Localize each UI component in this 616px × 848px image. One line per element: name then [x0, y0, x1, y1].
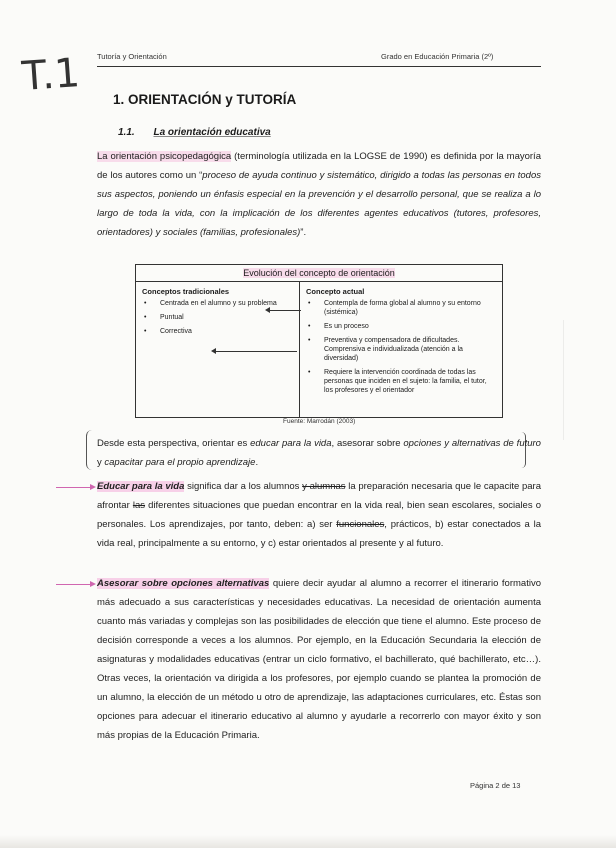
paragraph-definition: [97, 147, 541, 242]
struck-text: las: [132, 500, 146, 511]
list-item: • Requiere la intervención coordinada de todas las personas que inciden en el sujeto: la familia, el tutor, los profesores y el orientador: [300, 368, 502, 395]
table-column-current: [299, 282, 502, 417]
pen-arrow-icon: [56, 487, 94, 488]
text-run: significa dar a los alumnos: [184, 481, 303, 492]
text-run: diferentes situaciones que puedan encontrar en la vida real, bien sean escolares, sociales o personales. Los aprendizajes, por tanto, deben: a) ser: [97, 500, 542, 530]
list-item: • Preventiva y compensadora de dificultades. Comprensiva e individualizada (atención a la diversidad): [300, 336, 502, 363]
paragraph-educar: [97, 477, 541, 553]
table-source: Fuente: Marrodán (2003): [283, 418, 356, 425]
column-header: Concepto actual: [306, 287, 365, 296]
struck-text: y alumnas: [302, 481, 346, 492]
section-title: ORIENTACIÓN y TUTORÍA: [128, 92, 297, 107]
text-run: , asesorar sobre: [331, 438, 404, 449]
subsection-number: 1.1.: [118, 127, 135, 138]
page-number: Página 2 de 13: [470, 781, 521, 790]
text-run: (terminología utilizada en la LOGSE de 1990) es definida por la mayoría de los autores como un “: [97, 151, 541, 181]
list-item: • Contempla de forma global al alumno y su entorno (sistémica): [300, 299, 502, 317]
text-run: opciones y alternativas de futuro: [403, 438, 541, 449]
text-run: La: [97, 151, 111, 162]
paragraph-perspective: [97, 434, 541, 472]
column-header: Conceptos tradicionales: [142, 287, 230, 296]
paragraph-lead: Asesorar sobre opciones alternativas: [97, 578, 270, 589]
header-left: Tutoría y Orientación: [97, 52, 167, 61]
section-number: 1.: [113, 92, 125, 107]
scan-shadow: [563, 320, 564, 440]
text-run: ”.: [300, 227, 307, 238]
scan-edge: [0, 835, 616, 848]
pen-arrow-icon: [56, 584, 94, 585]
list-item: • Correctiva: [136, 327, 299, 336]
table-title-text: Evolución del concepto de orientación: [243, 268, 395, 278]
table-title: [136, 265, 502, 282]
highlighted-term: orientación psicopedagógica: [110, 151, 232, 162]
text-run: la preparación necesaria que le capacite para afrontar: [97, 481, 541, 511]
struck-text: funcionales: [336, 519, 385, 530]
list-item: • Puntual: [136, 313, 299, 322]
evolution-table: [135, 264, 503, 418]
text-run: .: [255, 457, 259, 468]
annotation-arrow: [267, 310, 301, 311]
header-divider: [97, 66, 541, 67]
text-run: Desde esta perspectiva, orientar es: [97, 438, 251, 449]
text-run: , prácticos, b) estar conectados a la vida real, principalmente a su entorno, y c) estar orientados al presente y al futuro.: [97, 519, 541, 549]
list-item: • Es un proceso: [300, 322, 502, 331]
handwritten-mark: T.1: [20, 50, 82, 100]
table-column-traditional: [136, 282, 299, 417]
annotation-arrow: [213, 351, 297, 352]
text-run: capacitar para el propio aprendizaje: [104, 457, 256, 468]
text-run: educar para la vida: [250, 438, 332, 449]
subsection-title: La orientación educativa: [153, 127, 271, 138]
subsection-heading: [118, 127, 271, 138]
text-run: y: [97, 457, 105, 468]
paragraph-asesorar: [97, 574, 541, 745]
definition-quote: proceso de ayuda continuo y sistemático, dirigido a todas las personas en todos sus aspectos, poniendo un énfasis especial en la prevención y el desarrollo personal, que se realiza a lo largo de toda la vida, con la implicación de los diferentes agentes educativos (tutores, profesores, orientadores) y sociales (familias, profesionales): [97, 170, 541, 238]
text-run: quiere decir ayudar al alumno a recorrer el itinerario formativo más adecuado a sus características y necesidades educativas. La necesidad de orientación aumenta cuanto más variadas y complejas son las posibilidades de elección que tiene el alumno. Este proceso de decisión corresponde a veces a los alumnos. Por ejemplo, en la Educación Secundaria la elección de asignaturas y modalidades educativas (entrar un ciclo formativo, el bachillerato, qué bachillerato, etc…). Otras veces, la orientación va dirigida a los profesores, por ejemplo cuando se plantea la promoción de un alumno, la elección de un método u otro de aprendizaje, las adaptaciones curriculares, etc. Éstas son opciones para adecuar el itinerario educativo al alumno y ayudarle a recorrerlo con mayor éxito y son más propias de la Educación Primaria.: [97, 578, 541, 741]
section-heading: [113, 92, 296, 107]
list-item: • Centrada en el alumno y su problema: [136, 299, 299, 308]
header-right: Grado en Educación Primaria (2º): [381, 52, 494, 61]
paragraph-lead: Educar para la vida: [97, 481, 185, 492]
